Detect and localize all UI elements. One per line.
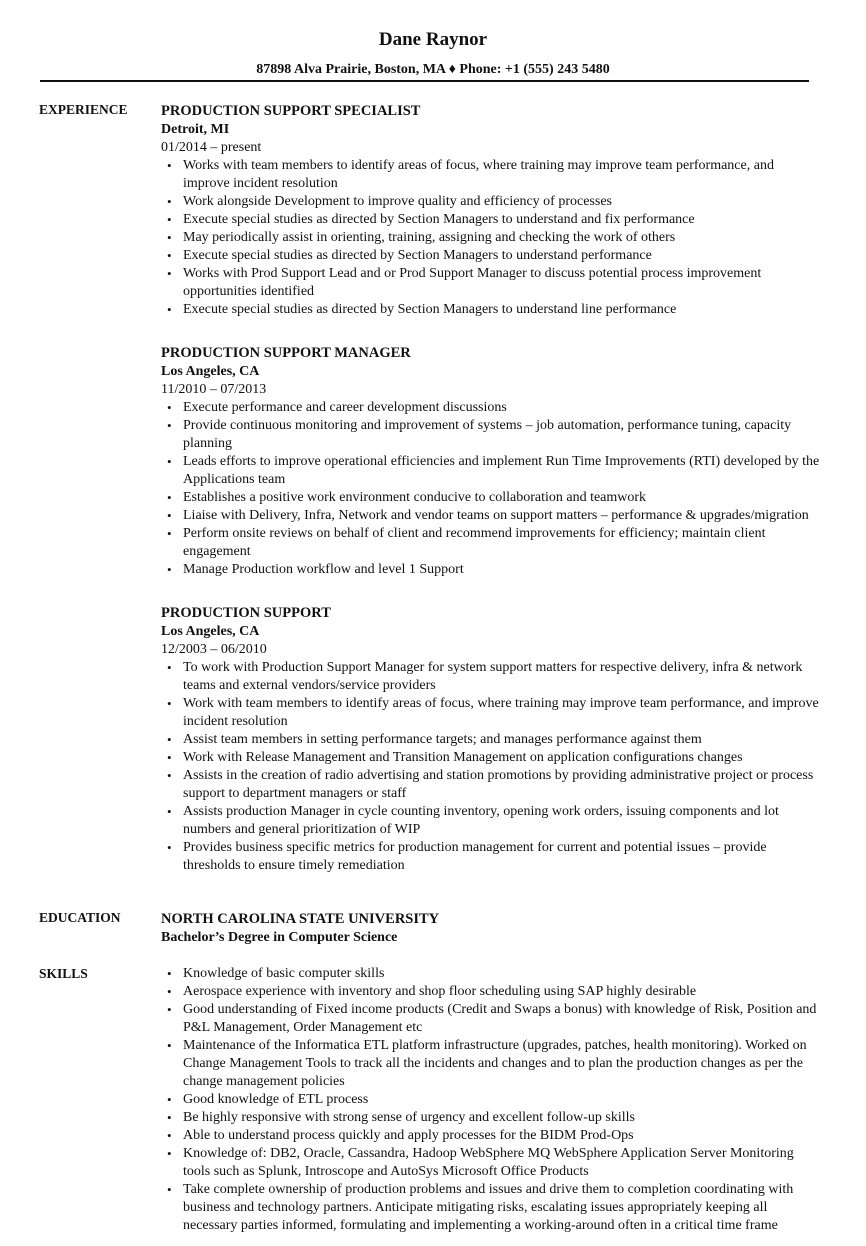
job-bullets — [161, 157, 821, 319]
skill-item: • Good knowledge of ETL process — [161, 1091, 821, 1109]
job-bullet: • Provides business specific metrics for production management for current and potential issues – provide thresholds to ensure timely remediation — [161, 839, 821, 875]
job-bullet: • Manage Production workflow and level 1 Support — [161, 561, 821, 579]
skill-item: • Take complete ownership of production problems and issues and drive them to completion coordinating with business and technology partners. Anticipate mitigating risks, escalating issues appropriately keeping all necessary parties informed, formulating and implementing a working-around often in a critical time frame — [161, 1181, 821, 1235]
degree: Bachelor’s Degree in Computer Science — [161, 930, 398, 945]
job-bullets — [161, 399, 821, 579]
resume-name: Dane Raynor — [378, 29, 488, 50]
job-entry — [161, 343, 821, 579]
job-bullets — [161, 659, 821, 875]
section-label-education: EDUCATION — [39, 910, 121, 925]
job-location: Detroit, MI — [161, 122, 230, 137]
school-name: NORTH CAROLINA STATE UNIVERSITY — [161, 911, 440, 927]
job-dates: 12/2003 – 06/2010 — [161, 642, 267, 657]
job-bullet: • Perform onsite reviews on behalf of client and recommend improvements for efficiency; maintain client engagement — [161, 525, 821, 561]
job-bullet: • Works with team members to identify areas of focus, where training may improve team performance, and improve incident resolution — [161, 157, 821, 193]
job-bullet: • Execute special studies as directed by Section Managers to understand and fix performance — [161, 211, 821, 229]
job-bullet: • Assists in the creation of radio advertising and station promotions by providing administrative project or process support to department managers or staff — [161, 767, 821, 803]
job-location: Los Angeles, CA — [161, 364, 260, 379]
job-dates: 11/2010 – 07/2013 — [161, 382, 267, 397]
job-bullet: • Leads efforts to improve operational efficiencies and implement Run Time Improvements (RTI) developed by the Applications team — [161, 453, 821, 489]
job-bullet: • Provide continuous monitoring and improvement of systems – job automation, performance tuning, capacity planning — [161, 417, 821, 453]
job-entry — [161, 101, 821, 319]
skills-body — [161, 965, 821, 1235]
skill-item: • Able to understand process quickly and apply processes for the BIDM Prod-Ops — [161, 1127, 821, 1145]
skill-item: • Knowledge of basic computer skills — [161, 965, 821, 983]
education-body — [161, 909, 821, 947]
skill-item: • Good understanding of Fixed income products (Credit and Swaps a bonus) with knowledge of Risk, Position and P&L Management, Order Management etc — [161, 1001, 821, 1037]
job-bullet: • Work with Release Management and Transition Management on application configurations changes — [161, 749, 821, 767]
job-title: PRODUCTION SUPPORT MANAGER — [161, 345, 411, 361]
experience-body — [161, 101, 821, 899]
job-dates: 01/2014 – present — [161, 140, 262, 155]
job-title: PRODUCTION SUPPORT SPECIALIST — [161, 103, 421, 119]
contact-line: 87898 Alva Prairie, Boston, MA ♦ Phone: +1 (555) 243 5480 — [256, 62, 610, 77]
job-bullet: • May periodically assist in orienting, training, assigning and checking the work of others — [161, 229, 821, 247]
skill-item: • Be highly responsive with strong sense of urgency and excellent follow-up skills — [161, 1109, 821, 1127]
job-bullet: • Establishes a positive work environment conducive to collaboration and teamwork — [161, 489, 821, 507]
job-bullet: • To work with Production Support Manager for system support matters for respective delivery, infra & network teams and external vendors/service providers — [161, 659, 821, 695]
skill-item: • Aerospace experience with inventory and shop floor scheduling using SAP highly desirable — [161, 983, 821, 1001]
job-bullet: • Assists production Manager in cycle counting inventory, opening work orders, issuing components and lot numbers and general prioritization of WIP — [161, 803, 821, 839]
job-bullet: • Execute performance and career development discussions — [161, 399, 821, 417]
job-bullet: • Execute special studies as directed by Section Managers to understand performance — [161, 247, 821, 265]
skill-item: • Maintenance of the Informatica ETL platform infrastructure (upgrades, patches, health monitoring). Worked on Change Management Tools to track all the incidents and changes and to plan the production changes as per the change management policies — [161, 1037, 821, 1091]
job-bullet: • Work alongside Development to improve quality and efficiency of processes — [161, 193, 821, 211]
job-bullet: • Execute special studies as directed by Section Managers to understand line performance — [161, 301, 821, 319]
header-divider — [40, 80, 809, 82]
job-location: Los Angeles, CA — [161, 624, 260, 639]
job-title: PRODUCTION SUPPORT — [161, 605, 331, 621]
job-bullet: • Liaise with Delivery, Infra, Network and vendor teams on support matters – performance & upgrades/migration — [161, 507, 821, 525]
job-bullet: • Works with Prod Support Lead and or Prod Support Manager to discuss potential process improvement opportunities identified — [161, 265, 821, 301]
skill-item: • Knowledge of: DB2, Oracle, Cassandra, Hadoop WebSphere MQ WebSphere Application Server Monitoring tools such as Splunk, Introscope and AutoSys Microsoft Office Products — [161, 1145, 821, 1181]
section-label-skills: SKILLS — [39, 966, 88, 981]
job-bullet: • Assist team members in setting performance targets; and manages performance against them — [161, 731, 821, 749]
skills-list — [161, 965, 821, 1235]
job-bullet: • Work with team members to identify areas of focus, where training may improve team performance, and improve incident resolution — [161, 695, 821, 731]
section-label-experience: EXPERIENCE — [39, 102, 128, 117]
job-entry — [161, 603, 821, 875]
